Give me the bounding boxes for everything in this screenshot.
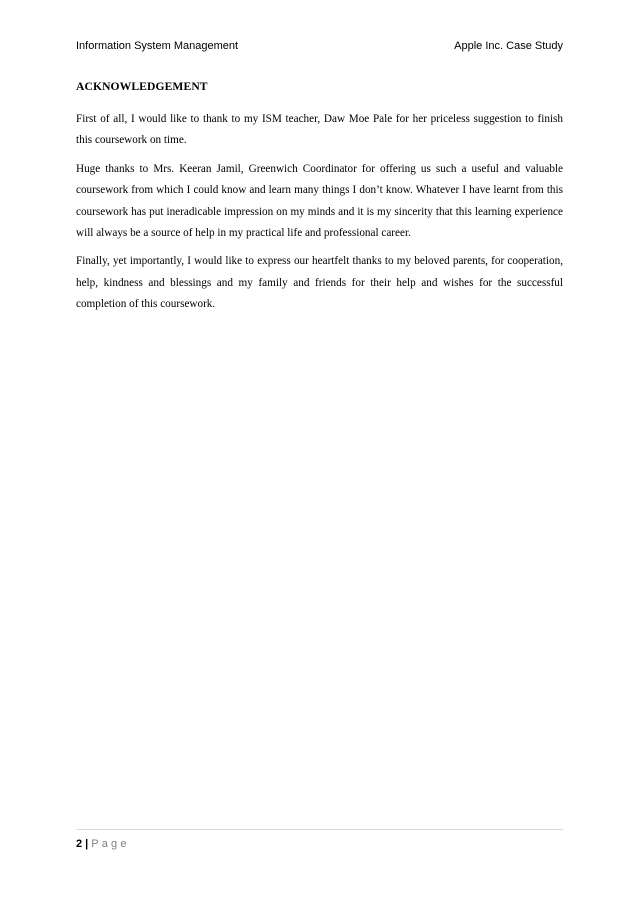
page-footer: [76, 836, 130, 852]
footer-separator: |: [85, 838, 89, 850]
page-number: 2: [76, 838, 83, 850]
page-header: [76, 38, 563, 54]
paragraph-teacher-thanks: First of all, I would like to thank to my ISM teacher, Daw Moe Pale for her priceless suggestion to finish this coursework on time.: [76, 113, 563, 147]
footer-divider: [76, 829, 563, 830]
page-content: [76, 79, 563, 323]
paragraph-family-thanks: Finally, yet importantly, I would like to express our heartfelt thanks to my beloved parents, for cooperation, help, kindness and blessings and my family and friends for their help and wishes for the successful completion of this coursework.: [76, 255, 563, 311]
paragraph-coordinator-thanks: Huge thanks to Mrs. Keeran Jamil, Greenwich Coordinator for offering us such a useful and valuable coursework from which I could know and learn many things I don’t know. Whatever I have learnt from this coursework has put ineradicable impression on my minds and it is my sincerity that this learning experience will always be a source of help in my practical life and professional career.: [76, 162, 563, 240]
section-heading: ACKNOWLEDGEMENT: [76, 80, 208, 93]
header-document-title: Information System Management: [76, 40, 239, 52]
page-label: Page: [91, 838, 130, 850]
header-case-study-title: Apple Inc. Case Study: [454, 40, 563, 52]
